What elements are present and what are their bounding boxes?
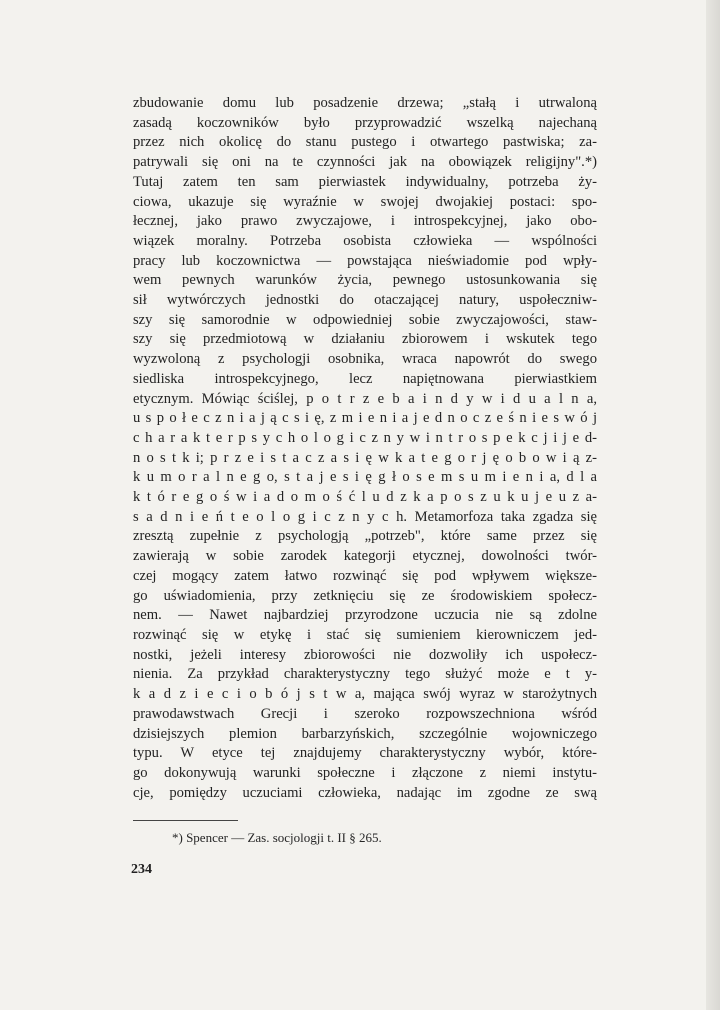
text-line: prawodawstwach Grecji i szeroko rozpowszechniona wśród (133, 705, 597, 722)
text-line: typu. W etyce tej znajdujemy charakterystyczny wybór, które- (133, 745, 597, 762)
text-line: dzisiejszych plemion barbarzyńskich, szczególnie wojowniczego (133, 725, 597, 742)
page-number: 234 (131, 862, 152, 877)
text-line: Tutaj zatem ten sam pierwiastek indywidualny, potrzeba ży- (133, 173, 597, 190)
text-line: rozwinąć się w etykę i stać się sumieniem kierowniczem jed- (133, 626, 597, 643)
footnote-divider (133, 820, 238, 821)
text-line: wem pewnych warunków życia, pewnego ustosunkowania się (133, 272, 597, 289)
text-line: zawierają w sobie zarodek kategorji etycznej, dowolności twór- (133, 548, 597, 565)
text-line: s a d n i e ń t e o l o g i c z n y c h. Metamorfoza taka zgadza się (133, 508, 597, 525)
text-line: siedliska introspekcyjnego, lecz napiętnowana pierwiastkiem (133, 370, 597, 387)
text-line: ciowa, ukazuje się wyraźnie w swojej dwojakiej postaci: spo- (133, 193, 597, 210)
text-line: zresztą zupełnie z psychologją „potrzeb", które same przez się (133, 528, 597, 545)
text-line: nienia. Za przykład charakterystyczny tego służyć może e t y- (133, 666, 597, 683)
text-line: nostki, jeżeli interesy zbiorowości nie dozwoliły ich uspołecz- (133, 646, 597, 663)
text-line: nem. — Nawet najbardziej przyrodzone uczucia nie są zdolne (133, 607, 597, 624)
text-line: etycznym. Mówiąc ściślej, p o t r z e b a i n d y w i d u a l n a, (133, 390, 597, 407)
text-line: szy się samorodnie w odpowiedniej sobie zwyczajowości, staw- (133, 311, 597, 328)
text-line: go uświadomienia, przy zetknięciu się ze środowiskiem społecz- (133, 587, 597, 604)
text-line: u s p o ł e c z n i a j ą c s i ę, z m i e n i a j e d n o c z e ś n i e s w ó j (133, 410, 597, 427)
text-line: łecznej, jako prawo zwyczajowe, i introspekcyjnej, jako obo- (133, 213, 597, 230)
footnote: *) Spencer — Zas. socjologji t. II § 265. (172, 830, 382, 845)
text-line: wyzwoloną z psychologji osobnika, wraca napowrót do swego (133, 351, 597, 368)
text-line: zbudowanie domu lub posadzenie drzewa; „stałą i utrwaloną (133, 95, 597, 111)
page-edge-shadow (706, 0, 720, 1010)
text-line: c h a r a k t e r p s y c h o l o g i c z n y w i n t r o s p e k c j i j e d- (133, 429, 597, 446)
text-line: zasadą koczowników było przyprowadzić wszelką najechaną (133, 114, 597, 131)
text-line: szy się przedmiotową w działaniu zbiorowem i wskutek tego (133, 331, 597, 348)
text-line: patrywali się oni na te czynności jak na obowiązek religijny".*) (133, 154, 597, 171)
text-line: k t ó r e g o ś w i a d o m o ś ć l u d z k a p o s z u k u j e u z a- (133, 489, 597, 506)
text-line: czej mogący zatem łatwo rozwinąć się pod wpływem większe- (133, 567, 597, 584)
body-text (133, 94, 597, 803)
text-line: pracy lub koczownictwa — powstająca nieświadomie pod wpły- (133, 252, 597, 269)
text-line: cje, pomiędzy uczuciami człowieka, nadając im zgodne ze swą (133, 784, 597, 801)
text-line: k u m o r a l n e g o, s t a j e s i ę g ł o s e m s u m i e n i a, d l a (133, 469, 597, 486)
text-line: go dokonywują warunki społeczne i złączone z niemi instytu- (133, 764, 597, 781)
text-line: k a d z i e c i o b ó j s t w a, mająca swój wyraz w starożytnych (133, 686, 597, 703)
text-line: wiązek moralny. Potrzeba osobista człowieka — wspólności (133, 232, 597, 249)
text-line: n o s t k i; p r z e i s t a c z a s i ę w k a t e g o r j ę o b o w i ą z- (133, 449, 597, 466)
text-line: przez nich okolicę do stanu pustego i otwartego pastwiska; za- (133, 134, 597, 151)
text-line: sił wytwórczych jednostki do otaczającej natury, uspołeczniw- (133, 292, 597, 309)
